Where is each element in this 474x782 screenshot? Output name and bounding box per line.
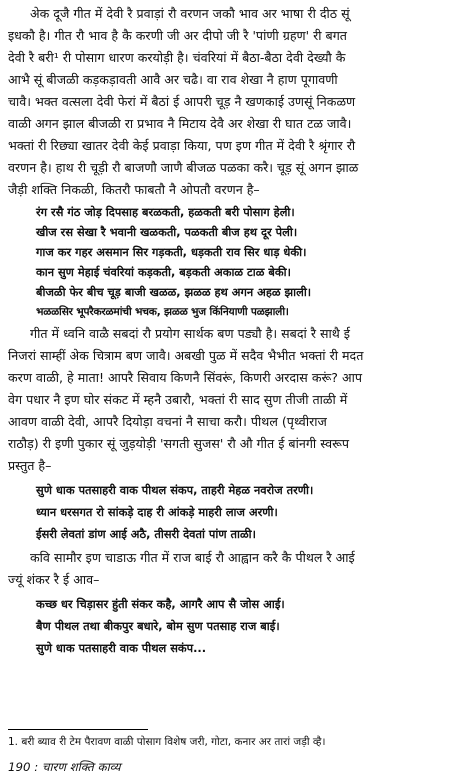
verse-line: बैण पीथल तथा बीकपुर बधारे, बोम सुण पतसाह राज बाई। (36, 619, 280, 633)
paragraph-line: इधकौ है। गीत रौ भाव है कै करणी जी अर दीपो जी रै 'पांणी ग्रहण' री बगत (8, 28, 347, 43)
verse-line: भळळसिर भूपरैकरळमांची भचक, झळळ भुज किंनियाणी पळझाली। (36, 306, 289, 318)
verse-line: ध्यान धरसगत रो सांकड़े दाह री आंकड़े माहरी लाज अरणी। (36, 505, 278, 519)
paragraph-line: कवि सामौर इण चाडाऊ गीत में राज बाई रौ आह्वान करै कै पीथल रै आई (30, 550, 355, 565)
paragraph-line: आभै सूं बीजळी कड़कड़ावती आवै अर चढै। वा राव शेखा नै हाण पूगावणी (8, 72, 338, 87)
verse-line: रंग रसै गंठ जोड़ दिपसाह बरळकती, हळकती बरी पोसाग हेली। (36, 205, 295, 219)
paragraph-line: जैड़ी शक्ति निकळी, कितरौ फाबतौ नै ओपतौ वरणन है– (8, 182, 260, 197)
paragraph-line: निजरां साम्हीं अेक चित्राम बण जावै। अबखी पुळ में सदैव भैभीत भक्तां री मदत (8, 348, 364, 363)
verse-line: सुणे धाक पतसाहरी वाक पीथल सकंप... (36, 641, 207, 655)
verse-line: कच्छ धर चिड़ासर हुंती संकर कहै, आगरै आप सै जोस आई। (36, 597, 285, 611)
verse-line: बीजळी फेर बीच चूड़ बाजी खळळ, झळळ हथ अगन अहळ झाली। (36, 285, 312, 299)
footnote: 1. बरी ब्याव री टेम पैरावण वाळी पोसाग विशेष जरी, गोटा, कनार अर तारां जड़ी व्है। (8, 736, 326, 748)
paragraph-line: भक्तां री रिछ्या खातर देवी केई प्रवाड़ा किया, पण इण गीत में देवी रै श्रृंगार रौ (8, 138, 356, 153)
paragraph-line: गीत में ध्वनि वाळै सबदां रौ प्रयोग सार्थक बण पड्यौ है। सबदां रै साथै ई (30, 326, 350, 341)
footnote-divider (8, 729, 148, 730)
paragraph-line: ज्यूं शंकर रै ई आव– (8, 572, 100, 587)
verse-line: खीज रस सेखा रै भवानी खळकती, पळकती बीज हथ दूर पेली। (36, 225, 298, 239)
paragraph-line: वाळी अगन झाल बीजळी रा प्रभाव नै मिटाय देवै अर शेखा री घात टळ जावै। (8, 116, 352, 131)
verse-line: सुणे धाक पतसाहरी वाक पीथल संकप, ताहरी मेहळ नवरोज तरणी। (36, 483, 314, 497)
paragraph-line: आवण वाळी देवी, आपरै दियोड़ा वचनां नै साचा करौ। पीथल (पृथ्वीराज (8, 414, 327, 429)
verse-line: ईसरी लेवतां डांण आई अठै, तीसरी देवतां पांण ताळी। (36, 527, 256, 541)
paragraph-line: प्रस्तुत है– (8, 458, 52, 473)
paragraph-line: राठौड़) री इणी पुकार सूं जुड़योड़ी 'सगती सुजस' रौ औ गीत ई बांनगी स्वरूप (8, 436, 350, 451)
paragraph-line: चावै। भक्त वत्सला देवी फेरां में बैठां ई आपरी चूड़ नै खणकाई उणसूं निकळण (8, 94, 356, 109)
verse-line: गाज कर गहर असमान सिर गड़कती, धड़कती राव सिर धाड़ धेकी। (36, 245, 307, 259)
paragraph-line: देवी रै बरी¹ री पोसाग धारण करयोड़ी है। चंवरियां में बैठा-बैठा देवी देख्यौ कै (8, 50, 346, 65)
paragraph-line: अेक दूजै गीत में देवी रै प्रवाड़ां रौ वरणन जकौ भाव अर भाषा री दीठ सूं (30, 6, 350, 21)
paragraph-line: करण वाळी, हे माता! आपरै सिवाय किणनै सिंवरूं, किणरी अरदास करूं? आप (8, 370, 362, 385)
paragraph-line: वरणन है। हाथ री चूड़ी रौ बाजणौ जाणै बीजळ पळका करै। चूड़ सूं अगन झाळ (8, 160, 359, 175)
page-footer: 190 : चारण शक्ति काव्य (8, 760, 121, 774)
verse-line: कान सुण मेहाई चंवरियां कड़कती, बड़कती अकाळ टाळ बेकी। (36, 265, 291, 279)
paragraph-line: वेग पधार नै इण घोर संकट में म्हनै उबारौ, भक्तां री साद सुण तीजी ताळी में (8, 392, 348, 407)
